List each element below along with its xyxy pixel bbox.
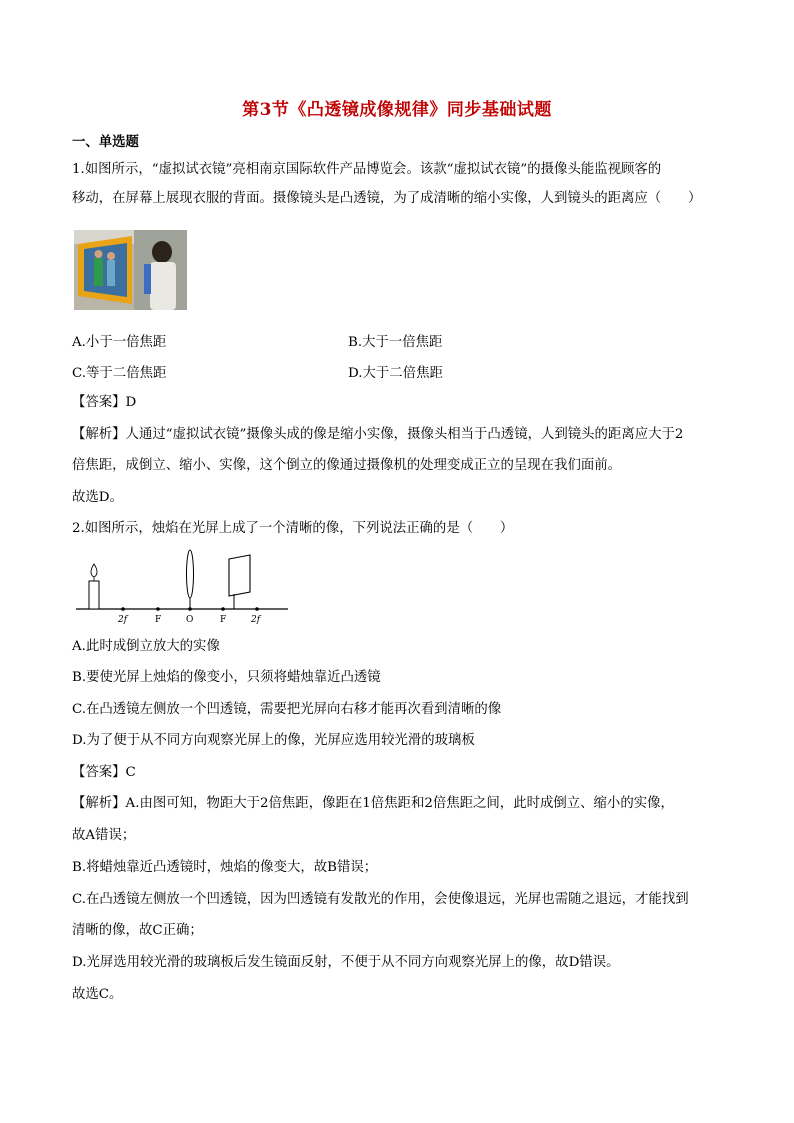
q1-option-a: A.小于一倍焦距 — [72, 335, 167, 350]
virtual-mirror-photo — [74, 230, 187, 310]
q2-option-d: D.为了便于从不同方向观察光屏上的像，光屏应选用较光滑的玻璃板 — [72, 733, 475, 748]
q2-analysis-line3: B.将蜡烛靠近凸透镜时，烛焰的像变大，故B错误； — [72, 860, 378, 875]
label-left-f: F — [155, 615, 162, 625]
q2-analysis-line5: 清晰的像，故C正确； — [72, 923, 203, 938]
q2-answer: 【答案】C — [72, 765, 136, 780]
label-right-2f: 2f — [251, 615, 261, 625]
q2-analysis-line2: 故A错误； — [72, 828, 136, 843]
q1-option-c: C.等于二倍焦距 — [72, 366, 167, 381]
section-heading: 一、单选题 — [72, 134, 139, 150]
q1-option-b: B.大于一倍焦距 — [348, 335, 443, 350]
q1-analysis-line1: 【解析】人通过“虚拟试衣镜”摄像头成的像是缩小实像，摄像头相当于凸透镜，人到镜头的距离应大于2 — [72, 427, 684, 442]
label-right-f: F — [220, 615, 227, 625]
q2-analysis-line1: 【解析】A.由图可知，物距大于2倍焦距，像距在1倍焦距和2倍焦距之间，此时成倒立、缩小的实像， — [72, 796, 674, 811]
q2-conclusion: 故选C。 — [72, 987, 123, 1002]
q2-stem: 2.如图所示，烛焰在光屏上成了一个清晰的像，下列说法正确的是（ ） — [72, 521, 514, 536]
candle-icon — [89, 564, 99, 609]
page-title: 第3节《凸透镜成像规律》同步基础试题 — [242, 100, 552, 120]
label-left-2f: 2f — [118, 615, 128, 625]
convex-lens-icon — [187, 550, 194, 609]
q2-option-c: C.在凸透镜左侧放一个凹透镜，需要把光屏向右移才能再次看到清晰的像 — [72, 702, 502, 717]
lens-diagram — [74, 548, 292, 626]
q2-analysis-line6: D.光屏选用较光滑的玻璃板后发生镜面反射，不便于从不同方向观察光屏上的像，故D错误。 — [72, 955, 620, 970]
q1-stem-line2: 移动，在屏幕上展现衣服的背面。摄像镜头是凸透镜，为了成清晰的缩小实像，人到镜头的距离应（ ） — [72, 191, 702, 206]
q2-analysis-line4: C.在凸透镜左侧放一个凹透镜，因为凹透镜有发散光的作用，会使像退远，光屏也需随之退远，才能找到 — [72, 892, 689, 907]
label-o: O — [186, 615, 194, 625]
light-screen-icon — [229, 555, 250, 609]
q1-conclusion: 故选D。 — [72, 490, 123, 505]
q2-option-a: A.此时成倒立放大的实像 — [72, 639, 220, 654]
q1-answer: 【答案】D — [72, 395, 137, 410]
q1-option-d: D.大于二倍焦距 — [348, 366, 443, 381]
q1-analysis-line2: 倍焦距，成倒立、缩小、实像，这个倒立的像通过摄像机的处理变成正立的呈现在我们面前。 — [72, 458, 622, 473]
q2-option-b: B.要使光屏上烛焰的像变小，只须将蜡烛靠近凸透镜 — [72, 670, 381, 685]
q1-stem-line1: 1.如图所示，“虚拟试衣镜”亮相南京国际软件产品博览会。该款“虚拟试衣镜”的摄像头能监视顾客的 — [72, 162, 662, 177]
